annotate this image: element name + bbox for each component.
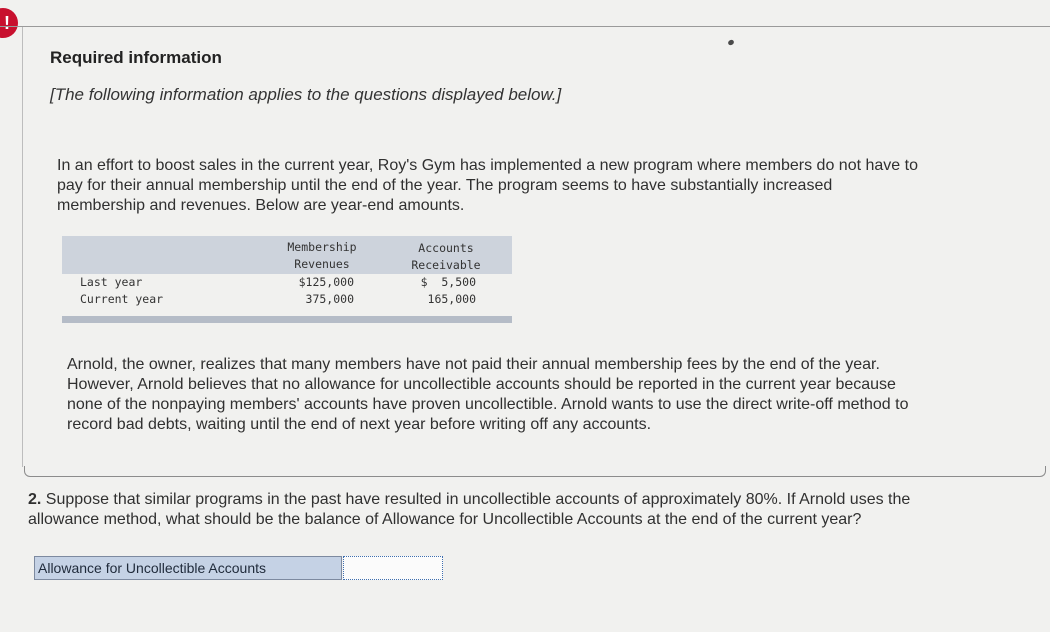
left-divider xyxy=(22,27,23,467)
table-footer-band xyxy=(62,316,512,323)
details-paragraph xyxy=(67,355,997,435)
question-line: Suppose that similar programs in the past have resulted in uncollectible accounts of approximately 80%. If Arnold uses the xyxy=(45,491,911,508)
question-line: allowance method, what should be the balance of Allowance for Uncollectible Accounts at the end of the current year? xyxy=(28,511,862,528)
required-info-title: Required information xyxy=(50,48,222,67)
row-label-current-year: Current year xyxy=(80,292,164,306)
info-panel-bottom-border xyxy=(24,466,1046,477)
details-line: none of the nonpaying members' accounts have proven uncollectible. Arnold wants to use the direct write-off method to xyxy=(67,396,909,413)
col-header-text: Accounts xyxy=(418,241,474,255)
col-header-accounts-receivable xyxy=(396,240,496,274)
intro-paragraph xyxy=(57,156,1022,216)
cell-receivable: $ 5,500 xyxy=(420,275,476,289)
details-line: record bad debts, waiting until the end of next year before writing off any accounts. xyxy=(67,416,652,433)
answer-label: Allowance for Uncollectible Accounts xyxy=(34,556,342,580)
col-header-text: Revenues xyxy=(294,257,350,271)
allowance-answer-input[interactable] xyxy=(343,556,443,580)
question-number: 2. xyxy=(28,491,42,508)
corner-mark xyxy=(727,39,735,46)
required-info-note: [The following information applies to the questions displayed below.] xyxy=(50,85,562,104)
question-text xyxy=(28,490,988,530)
cell-revenues: 375,000 xyxy=(305,292,354,306)
cell-revenues: $125,000 xyxy=(298,275,354,289)
row-label-last-year: Last year xyxy=(80,275,143,289)
intro-line: membership and revenues. Below are year-end amounts. xyxy=(57,197,465,214)
col-header-text: Membership xyxy=(287,240,357,254)
details-line: However, Arnold believes that no allowance for uncollectible accounts should be reported in the current year because xyxy=(67,376,896,393)
cell-receivable: 165,000 xyxy=(427,292,476,306)
intro-line: In an effort to boost sales in the current year, Roy's Gym has implemented a new program where members do not have to xyxy=(57,157,918,174)
top-divider xyxy=(0,26,1050,27)
exclamation-icon: ! xyxy=(0,8,18,38)
col-header-membership-revenues xyxy=(272,239,372,273)
details-line: Arnold, the owner, realizes that many members have not paid their annual membership fees by the end of the year. xyxy=(67,356,880,373)
col-header-text: Receivable xyxy=(411,258,481,272)
intro-line: pay for their annual membership until the end of the year. The program seems to have substantially increased xyxy=(57,177,833,194)
amounts-table xyxy=(62,236,512,322)
